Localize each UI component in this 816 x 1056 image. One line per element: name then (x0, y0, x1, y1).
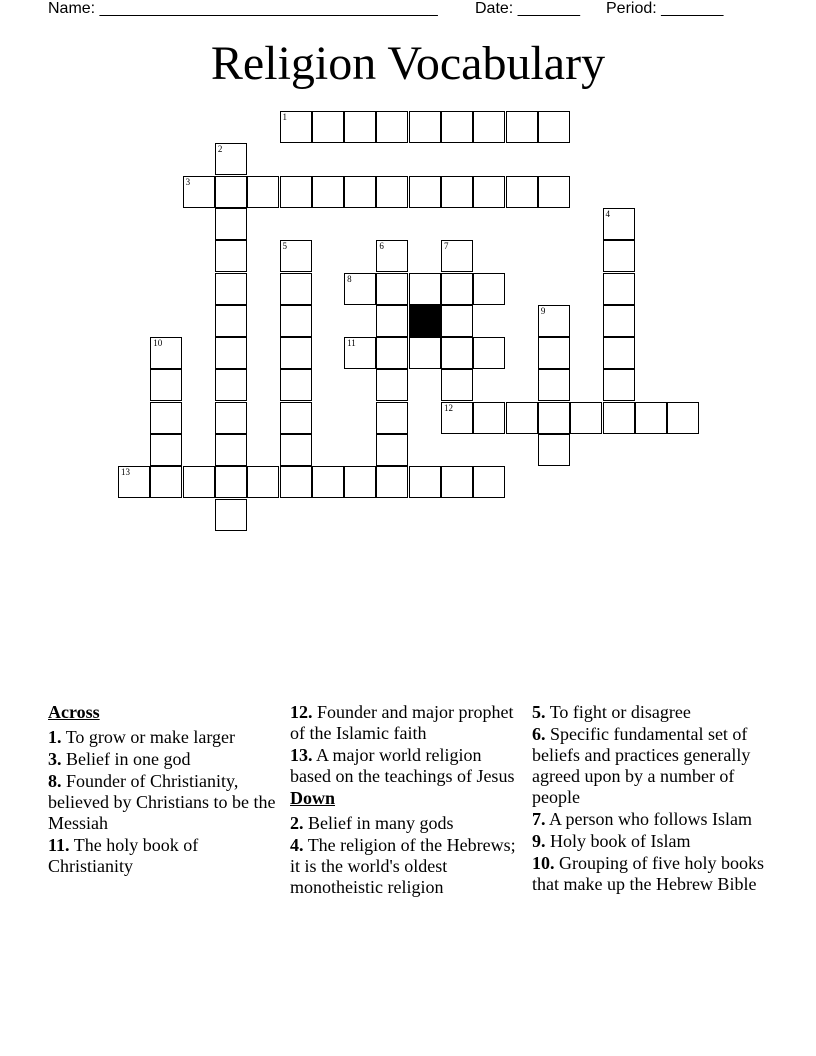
grid-cell[interactable] (441, 176, 473, 208)
grid-cell[interactable] (280, 466, 312, 498)
grid-cell[interactable] (215, 273, 247, 305)
grid-cell[interactable] (473, 111, 505, 143)
clue-down-6: 6. Specific fundamental set of beliefs and practices generally agreed upon by a number of people (532, 724, 751, 807)
grid-cell[interactable] (376, 240, 408, 272)
name-field[interactable]: Name: ______________________________________ (48, 0, 438, 17)
grid-cell[interactable] (570, 402, 602, 434)
grid-cell[interactable] (215, 208, 247, 240)
grid-cell[interactable] (473, 273, 505, 305)
grid-cell[interactable] (280, 240, 312, 272)
grid-cell[interactable] (344, 337, 376, 369)
grid-cell[interactable] (312, 176, 344, 208)
grid-cell[interactable] (441, 337, 473, 369)
grid-cell[interactable] (150, 402, 182, 434)
grid-cell[interactable] (538, 111, 570, 143)
cell-number: 8 (347, 273, 352, 284)
grid-cell[interactable] (183, 466, 215, 498)
grid-cell[interactable] (215, 402, 247, 434)
grid-cell[interactable] (376, 176, 408, 208)
grid-cell[interactable] (312, 111, 344, 143)
clue-down-10: 10. Grouping of five holy books that make up the Hebrew Bible (532, 853, 764, 894)
clue-across-13: 13. A major world religion based on the teachings of Jesus (290, 745, 515, 786)
grid-cell[interactable] (441, 273, 473, 305)
grid-cell[interactable] (376, 434, 408, 466)
grid-cell[interactable] (409, 273, 441, 305)
clue-down-2: 2. Belief in many gods (290, 813, 454, 833)
cell-number: 3 (185, 176, 191, 187)
clue-across-3: 3. Belief in one god (48, 749, 191, 769)
grid-cell[interactable] (603, 273, 635, 305)
grid-cell[interactable] (538, 434, 570, 466)
grid-cell[interactable] (538, 337, 570, 369)
grid-cell[interactable] (441, 305, 473, 337)
grid-cell[interactable] (312, 466, 344, 498)
grid-cell[interactable] (215, 369, 247, 401)
grid-cell[interactable] (150, 369, 182, 401)
cell-number: 12 (444, 402, 453, 413)
grid-cell[interactable] (603, 337, 635, 369)
clues-column-3 (532, 702, 768, 896)
period-field[interactable]: Period: _______ (606, 0, 724, 17)
grid-cell[interactable] (344, 176, 376, 208)
grid-cell[interactable] (441, 402, 473, 434)
grid-cell[interactable] (603, 208, 635, 240)
clues-column-1 (48, 702, 284, 878)
cell-number: 7 (444, 241, 449, 252)
grid-cell[interactable] (441, 111, 473, 143)
grid-cell[interactable] (376, 402, 408, 434)
grid-cell[interactable] (215, 337, 247, 369)
clue-across-11: 11. The holy book of Christianity (48, 835, 199, 876)
grid-cell[interactable] (441, 240, 473, 272)
grid-cell[interactable] (215, 240, 247, 272)
grid-cell[interactable] (441, 369, 473, 401)
grid-cell[interactable] (441, 466, 473, 498)
grid-cell[interactable] (280, 111, 312, 143)
cell-number: 10 (153, 338, 163, 349)
clue-across-8: 8. Founder of Christianity, believed by Christians to be the Messiah (48, 771, 276, 833)
grid-cell[interactable] (603, 240, 635, 272)
grid-cell[interactable] (183, 176, 215, 208)
cell-number: 9 (540, 305, 546, 316)
grid-cell[interactable] (247, 466, 279, 498)
grid-cell[interactable] (215, 305, 247, 337)
grid-cell[interactable] (215, 176, 247, 208)
clue-down-7: 7. A person who follows Islam (532, 809, 752, 829)
grid-cell[interactable] (603, 369, 635, 401)
down-heading: Down (290, 788, 336, 808)
grid-cell[interactable] (150, 466, 182, 498)
grid-cell[interactable] (506, 176, 538, 208)
grid-cell[interactable] (280, 434, 312, 466)
cell-number: 4 (605, 208, 610, 219)
grid-cell[interactable] (409, 466, 441, 498)
grid-cell[interactable] (538, 305, 570, 337)
grid-cell[interactable] (280, 176, 312, 208)
clues-column-2 (290, 702, 526, 899)
grid-cell[interactable] (538, 402, 570, 434)
clue-across-12: 12. Founder and major prophet of the Islamic faith (290, 702, 514, 743)
grid-cell[interactable] (376, 369, 408, 401)
grid-cell[interactable] (344, 273, 376, 305)
grid-cell[interactable] (376, 273, 408, 305)
clue-across-1: 1. To grow or make larger (48, 727, 236, 747)
cell-number: 5 (282, 241, 287, 252)
cell-number: 11 (347, 338, 356, 349)
grid-cell[interactable] (376, 337, 408, 369)
grid-cell[interactable] (635, 402, 667, 434)
grid-cell[interactable] (280, 402, 312, 434)
grid-cell[interactable] (667, 402, 699, 434)
grid-cell[interactable] (280, 305, 312, 337)
grid-cell[interactable] (215, 434, 247, 466)
grid-cell[interactable] (473, 466, 505, 498)
grid-cell[interactable] (150, 337, 182, 369)
grid-cell[interactable] (215, 466, 247, 498)
grid-cell[interactable] (473, 337, 505, 369)
grid-cell[interactable] (538, 176, 570, 208)
grid-cell[interactable] (280, 273, 312, 305)
grid-cell[interactable] (150, 434, 182, 466)
grid-cell[interactable] (376, 305, 408, 337)
clue-down-5: 5. To fight or disagree (532, 702, 691, 722)
grid-cell[interactable] (506, 111, 538, 143)
clue-down-4: 4. The religion of the Hebrews; it is the world's oldest monotheistic religion (290, 835, 516, 897)
cell-number: 13 (121, 467, 130, 478)
grid-cell[interactable] (376, 466, 408, 498)
grid-cell[interactable] (376, 111, 408, 143)
page-title: Religion Vocabulary (210, 37, 606, 90)
cell-number: 1 (282, 112, 287, 122)
grid-cell[interactable] (473, 176, 505, 208)
grid-cell[interactable] (344, 111, 376, 143)
grid-cell[interactable] (473, 402, 505, 434)
clue-down-9: 9. Holy book of Islam (532, 831, 691, 851)
grid-cell[interactable] (603, 402, 635, 434)
grid-cell[interactable] (344, 466, 376, 498)
grid-cell[interactable] (215, 143, 247, 175)
grid-cell[interactable] (409, 176, 441, 208)
grid-cell[interactable] (118, 466, 150, 498)
grid-cell[interactable] (538, 369, 570, 401)
date-field[interactable]: Date: _______ (475, 0, 580, 17)
grid-cell[interactable] (409, 337, 441, 369)
grid-cell[interactable] (247, 176, 279, 208)
grid-cell[interactable] (409, 111, 441, 143)
grid-cell[interactable] (280, 337, 312, 369)
cell-number: 6 (379, 241, 384, 252)
grid-cell[interactable] (280, 369, 312, 401)
cell-number: 2 (217, 144, 223, 155)
grid-cell[interactable] (215, 499, 247, 531)
black-cell (409, 305, 441, 337)
grid-cell[interactable] (506, 402, 538, 434)
grid-cell[interactable] (603, 305, 635, 337)
across-heading: Across (48, 702, 100, 722)
